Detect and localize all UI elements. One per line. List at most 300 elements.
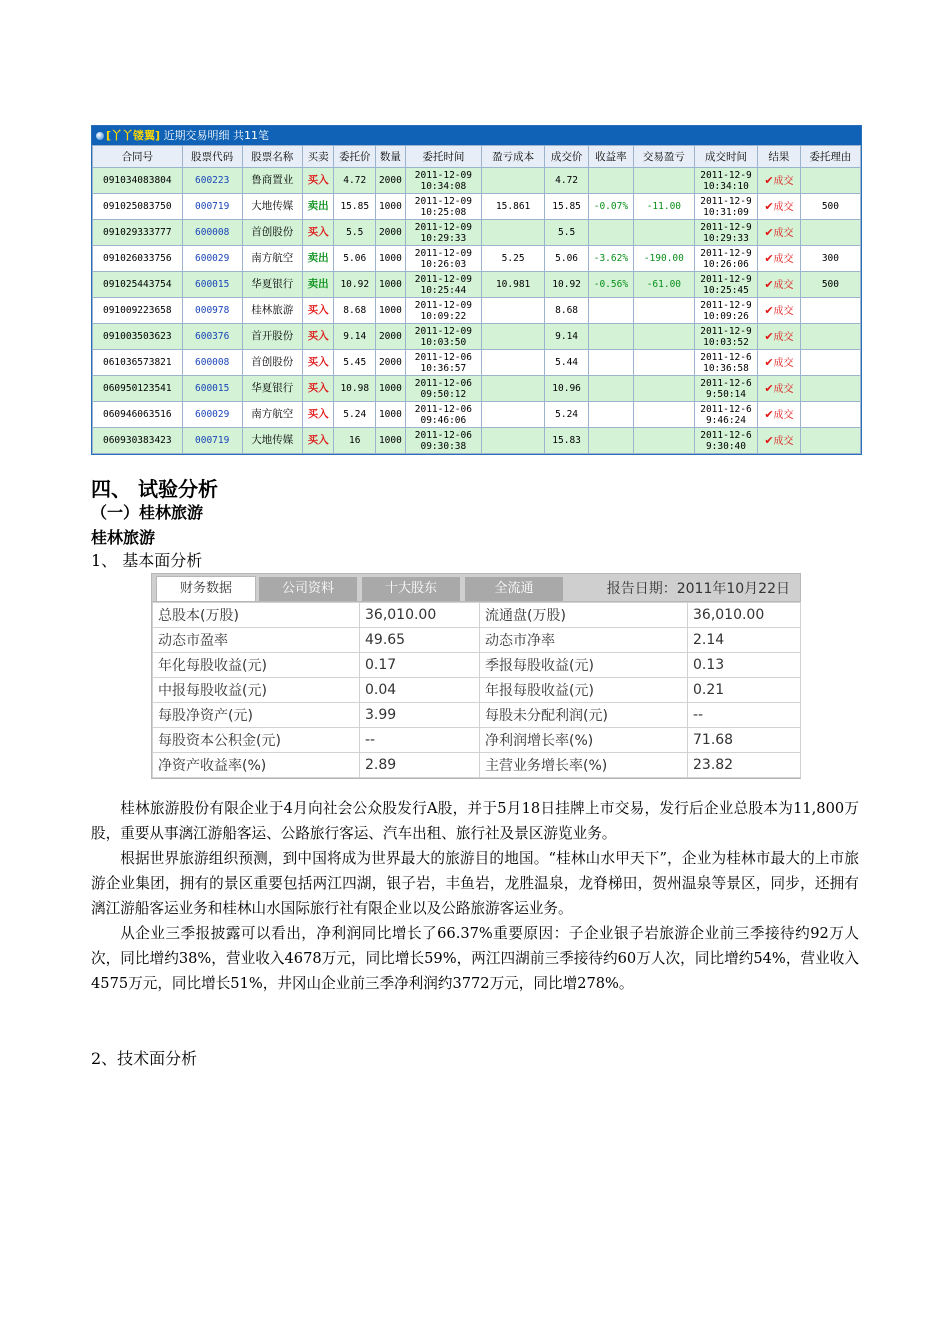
check-icon: ✔ — [764, 329, 774, 343]
order-time-part: 2011-12-06 — [414, 403, 472, 415]
metric-label: 季报每股收益(元) — [480, 653, 688, 678]
result — [758, 428, 801, 454]
column-header: 数量 — [376, 146, 406, 168]
table-row — [93, 246, 861, 272]
quantity: 2000 — [376, 220, 406, 246]
result-text: 成交 — [773, 227, 794, 239]
contract-no: 091025443754 — [93, 272, 183, 298]
trade-pnl: -11.00 — [633, 194, 694, 220]
basic-analysis-heading: 1、 基本面分析 — [91, 551, 203, 570]
technical-analysis-heading: 2、技术面分析 — [91, 1049, 198, 1068]
trade-side: 买入 — [302, 428, 334, 454]
metric-label: 动态市净率 — [480, 628, 688, 653]
column-header: 股票代码 — [182, 146, 242, 168]
metric-label: 流通盘(万股) — [480, 603, 688, 628]
result — [758, 298, 801, 324]
deal-price: 15.85 — [545, 194, 589, 220]
contract-no: 091025083750 — [93, 194, 183, 220]
result-text: 成交 — [773, 305, 794, 317]
metric-label: 每股净资产(元) — [153, 703, 360, 728]
order-time-part: 2011-12-09 — [414, 195, 472, 207]
result-text: 成交 — [773, 435, 794, 447]
deal-time — [694, 402, 757, 428]
order-time — [405, 168, 481, 194]
deal-time-part: 10:34:10 — [703, 180, 749, 192]
trade-side: 买入 — [302, 168, 334, 194]
result — [758, 246, 801, 272]
tab-financial-data[interactable]: 财务数据 — [156, 576, 256, 601]
contract-no: 060950123541 — [93, 376, 183, 402]
paragraph-q3: 从企业三季报披露可以看出，净利润同比增长了66.37%重要原因：子企业银子岩旅游企业前三季接待约92万人次，同比增约38%，营业收入4678万元，同比增长59%，两江四湖前三季接待约60万人次，同比增约54%，营业收入4575万元，同比增长51%，井冈山企业前三季净利润约3772万元，同比增278%。 — [91, 925, 859, 992]
order-time — [405, 376, 481, 402]
metric-value: 0.17 — [360, 653, 480, 678]
quantity: 1000 — [376, 194, 406, 220]
stock-code: 600015 — [182, 376, 242, 402]
deal-price: 4.72 — [545, 168, 589, 194]
order-time-part: 2011-12-06 — [414, 377, 472, 389]
result — [758, 194, 801, 220]
contract-no: 091003503623 — [93, 324, 183, 350]
metric-value: 2.89 — [360, 753, 480, 778]
deal-time-part: 2011-12-9 — [700, 299, 752, 311]
column-header: 成交价 — [545, 146, 589, 168]
check-icon: ✔ — [764, 251, 774, 265]
table-row — [93, 272, 861, 298]
deal-time-part: 2011-12-9 — [700, 195, 752, 207]
deal-time-part: 10:29:33 — [703, 232, 749, 244]
order-time — [405, 194, 481, 220]
subsection-title: 桂林旅游 — [91, 528, 156, 547]
order-time-part: 10:29:33 — [420, 232, 467, 244]
trade-table — [92, 145, 861, 454]
column-header: 交易盈亏 — [633, 146, 694, 168]
deal-time-part: 10:03:52 — [703, 336, 749, 348]
check-icon: ✔ — [764, 355, 774, 369]
metric-value: 3.99 — [360, 703, 480, 728]
trade-side: 卖出 — [302, 246, 334, 272]
order-time-part: 2011-12-09 — [414, 169, 472, 181]
order-time — [405, 350, 481, 376]
cost-basis — [482, 220, 545, 246]
tab-full-circulation[interactable]: 全流通 — [465, 577, 563, 601]
deal-time-part: 10:31:09 — [703, 206, 749, 218]
stock-name: 华夏银行 — [242, 272, 302, 298]
order-time-part: 10:36:57 — [420, 362, 467, 374]
order-time-part: 10:09:22 — [420, 310, 467, 322]
fundamentals-row — [153, 753, 801, 778]
section-heading: 四、 试验分析 — [91, 477, 218, 501]
stock-name: 首创股份 — [242, 220, 302, 246]
metric-value: 0.21 — [688, 678, 801, 703]
trade-header-row — [93, 146, 861, 168]
metric-value: 23.82 — [688, 753, 801, 778]
result-text: 成交 — [773, 175, 794, 187]
trade-side: 卖出 — [302, 194, 334, 220]
deal-time — [694, 194, 757, 220]
cost-basis — [482, 428, 545, 454]
column-header: 买卖 — [302, 146, 334, 168]
quantity: 2000 — [376, 168, 406, 194]
stock-name: 南方航空 — [242, 246, 302, 272]
order-time-part: 2011-12-06 — [414, 429, 472, 441]
stock-name: 华夏银行 — [242, 376, 302, 402]
check-icon: ✔ — [764, 381, 774, 395]
column-header: 委托理由 — [800, 146, 860, 168]
trade-pnl — [633, 324, 694, 350]
order-reason: 500 — [800, 272, 860, 298]
fundamentals-row — [153, 678, 801, 703]
metric-label: 每股未分配利润(元) — [480, 703, 688, 728]
column-header: 委托时间 — [405, 146, 481, 168]
paragraph-outlook: 根据世界旅游组织预测，到中国将成为世界最大的旅游目的地国。“桂林山水甲天下”，企业为桂林市最大的上市旅游企业集团，拥有的景区重要包括两江四湖，银子岩，丰鱼岩，龙胜温泉，龙脊梯田，贺州温泉等景区，同步，还拥有漓江游船客运业务和桂林山水国际旅行社有限企业以及公路旅游客运业务。 — [91, 850, 859, 917]
contract-no: 091029333777 — [93, 220, 183, 246]
order-time — [405, 324, 481, 350]
result-text: 成交 — [773, 331, 794, 343]
paragraph-intro: 桂林旅游股份有限企业于4月向社会公众股发行A股，并于5月18日挂牌上市交易，发行后企业总股本为11,800万股，重要从事漓江游船客运、公路旅行客运、汽车出租、旅行社及景区游览业务。 — [91, 800, 859, 842]
trade-pnl: -61.00 — [633, 272, 694, 298]
check-icon: ✔ — [764, 173, 774, 187]
order-time-part: 2011-12-09 — [414, 247, 472, 259]
quantity: 2000 — [376, 350, 406, 376]
cost-basis — [482, 298, 545, 324]
order-time — [405, 402, 481, 428]
fundamentals-row — [153, 653, 801, 678]
deal-time-part: 10:26:06 — [703, 258, 749, 270]
order-reason — [800, 350, 860, 376]
cost-basis — [482, 402, 545, 428]
result-text: 成交 — [773, 253, 794, 265]
metric-value: -- — [360, 728, 480, 753]
deal-time-part: 2011-12-6 — [700, 351, 752, 363]
trade-pnl — [633, 402, 694, 428]
globe-icon — [96, 132, 104, 140]
deal-time-part: 2011-12-9 — [700, 273, 752, 285]
trade-side: 买入 — [302, 298, 334, 324]
order-time-part: 09:30:38 — [420, 440, 467, 452]
metric-label: 净利润增长率(%) — [480, 728, 688, 753]
fundamentals-row — [153, 728, 801, 753]
stock-code: 600376 — [182, 324, 242, 350]
stock-name: 首开股份 — [242, 324, 302, 350]
column-header: 合同号 — [93, 146, 183, 168]
table-row — [93, 402, 861, 428]
deal-time-part: 2011-12-9 — [700, 247, 752, 259]
cost-basis — [482, 168, 545, 194]
stock-name: 首创股份 — [242, 350, 302, 376]
contract-no: 091034083804 — [93, 168, 183, 194]
deal-price: 8.68 — [545, 298, 589, 324]
subsection-heading: （一）桂林旅游 — [91, 503, 204, 522]
yield-rate: -3.62% — [588, 246, 633, 272]
order-price: 5.24 — [334, 402, 376, 428]
deal-time — [694, 168, 757, 194]
order-price: 4.72 — [334, 168, 376, 194]
check-icon: ✔ — [764, 277, 774, 291]
stock-code: 600008 — [182, 220, 242, 246]
check-icon: ✔ — [764, 225, 774, 239]
metric-label: 动态市盈率 — [153, 628, 360, 653]
deal-price: 10.96 — [545, 376, 589, 402]
tab-company-info[interactable]: 公司资料 — [259, 577, 357, 601]
quantity: 1000 — [376, 246, 406, 272]
metric-label: 主营业务增长率(%) — [480, 753, 688, 778]
metric-value: -- — [688, 703, 801, 728]
order-reason — [800, 428, 860, 454]
column-header: 盈亏成本 — [482, 146, 545, 168]
stock-code: 000719 — [182, 428, 242, 454]
result — [758, 168, 801, 194]
yield-rate — [588, 428, 633, 454]
metric-value: 36,010.00 — [360, 603, 480, 628]
table-row — [93, 168, 861, 194]
metric-label: 年化每股收益(元) — [153, 653, 360, 678]
order-time — [405, 272, 481, 298]
table-row — [93, 194, 861, 220]
deal-time-part: 9:30:40 — [705, 440, 746, 452]
column-header: 委托价 — [334, 146, 376, 168]
order-time-part: 2011-12-06 — [414, 351, 472, 363]
stock-code: 600029 — [182, 402, 242, 428]
metric-value: 71.68 — [688, 728, 801, 753]
quantity: 1000 — [376, 272, 406, 298]
deal-time-part: 9:50:14 — [705, 388, 746, 400]
trade-side: 买入 — [302, 220, 334, 246]
trade-side: 买入 — [302, 350, 334, 376]
deal-time-part: 10:09:26 — [703, 310, 749, 322]
order-reason: 300 — [800, 246, 860, 272]
deal-time — [694, 246, 757, 272]
stock-name: 鲁商置业 — [242, 168, 302, 194]
trade-side: 买入 — [302, 402, 334, 428]
cost-basis: 10.981 — [482, 272, 545, 298]
metric-label: 净资产收益率(%) — [153, 753, 360, 778]
order-price: 8.68 — [334, 298, 376, 324]
cost-basis — [482, 324, 545, 350]
order-time-part: 10:25:08 — [420, 206, 467, 218]
order-time — [405, 428, 481, 454]
check-icon: ✔ — [764, 199, 774, 213]
tab-top-shareholders[interactable]: 十大股东 — [362, 577, 460, 601]
trade-pnl — [633, 350, 694, 376]
deal-time — [694, 324, 757, 350]
stock-name: 大地传媒 — [242, 428, 302, 454]
deal-price: 5.06 — [545, 246, 589, 272]
contract-no: 091026033756 — [93, 246, 183, 272]
fundamentals-table — [152, 602, 801, 778]
order-time-part: 2011-12-09 — [414, 325, 472, 337]
fundamentals-row — [153, 603, 801, 628]
result-text: 成交 — [773, 409, 794, 421]
quantity: 2000 — [376, 324, 406, 350]
fundamentals-panel — [151, 573, 801, 779]
cost-basis: 15.861 — [482, 194, 545, 220]
table-row — [93, 220, 861, 246]
result — [758, 376, 801, 402]
yield-rate: -0.07% — [588, 194, 633, 220]
order-time-part: 2011-12-09 — [414, 273, 472, 285]
order-reason — [800, 402, 860, 428]
yield-rate — [588, 168, 633, 194]
trade-pnl: -190.00 — [633, 246, 694, 272]
analysis-text — [91, 796, 859, 996]
deal-time — [694, 272, 757, 298]
stock-code: 600029 — [182, 246, 242, 272]
contract-no: 061036573821 — [93, 350, 183, 376]
order-time — [405, 298, 481, 324]
cost-basis — [482, 350, 545, 376]
order-time-part: 10:34:08 — [420, 180, 467, 192]
order-price: 15.85 — [334, 194, 376, 220]
deal-price: 5.5 — [545, 220, 589, 246]
order-time — [405, 246, 481, 272]
order-price: 5.45 — [334, 350, 376, 376]
column-header: 收益率 — [588, 146, 633, 168]
metric-label: 总股本(万股) — [153, 603, 360, 628]
deal-time — [694, 350, 757, 376]
column-header: 股票名称 — [242, 146, 302, 168]
metric-value: 0.04 — [360, 678, 480, 703]
stock-code: 600223 — [182, 168, 242, 194]
stock-code: 600008 — [182, 350, 242, 376]
order-price: 16 — [334, 428, 376, 454]
fundamentals-tabs — [152, 574, 800, 602]
deal-price: 15.83 — [545, 428, 589, 454]
deal-price: 5.44 — [545, 350, 589, 376]
trade-pnl — [633, 428, 694, 454]
column-header: 结果 — [758, 146, 801, 168]
deal-price: 5.24 — [545, 402, 589, 428]
trade-panel — [91, 125, 862, 455]
fundamentals-row — [153, 703, 801, 728]
order-reason — [800, 376, 860, 402]
order-price: 5.06 — [334, 246, 376, 272]
deal-price: 9.14 — [545, 324, 589, 350]
trade-side: 卖出 — [302, 272, 334, 298]
order-time-part: 10:26:03 — [420, 258, 467, 270]
order-time — [405, 220, 481, 246]
metric-label: 中报每股收益(元) — [153, 678, 360, 703]
contract-no: 060930383423 — [93, 428, 183, 454]
table-row — [93, 298, 861, 324]
order-time-part: 2011-12-09 — [414, 221, 472, 233]
deal-time — [694, 428, 757, 454]
metric-value: 0.13 — [688, 653, 801, 678]
trade-pnl — [633, 220, 694, 246]
result-text: 成交 — [773, 357, 794, 369]
deal-time-part: 2011-12-9 — [700, 169, 752, 181]
order-reason — [800, 168, 860, 194]
quantity: 1000 — [376, 402, 406, 428]
cost-basis: 5.25 — [482, 246, 545, 272]
order-time-part: 2011-12-09 — [414, 299, 472, 311]
report-date: 报告日期：2011年10月22日 — [606, 581, 790, 597]
yield-rate — [588, 324, 633, 350]
order-reason — [800, 324, 860, 350]
table-row — [93, 324, 861, 350]
table-row — [93, 428, 861, 454]
fundamentals-row — [153, 628, 801, 653]
quantity: 1000 — [376, 298, 406, 324]
yield-rate — [588, 298, 633, 324]
stock-name: 桂林旅游 — [242, 298, 302, 324]
deal-time-part: 2011-12-9 — [700, 221, 752, 233]
order-reason: 500 — [800, 194, 860, 220]
order-price: 10.92 — [334, 272, 376, 298]
result — [758, 272, 801, 298]
deal-time-part: 9:46:24 — [705, 414, 746, 426]
order-time-part: 10:03:50 — [420, 336, 467, 348]
check-icon: ✔ — [764, 407, 774, 421]
table-row — [93, 350, 861, 376]
order-price: 10.98 — [334, 376, 376, 402]
result — [758, 324, 801, 350]
deal-time — [694, 220, 757, 246]
check-icon: ✔ — [764, 303, 774, 317]
stock-code: 600015 — [182, 272, 242, 298]
result-text: 成交 — [773, 383, 794, 395]
result-text: 成交 — [773, 201, 794, 213]
order-price: 9.14 — [334, 324, 376, 350]
metric-label: 每股资本公积金(元) — [153, 728, 360, 753]
trade-title-text: 近期交易明细 共11笔 — [163, 129, 270, 142]
trade-side: 买入 — [302, 376, 334, 402]
order-time-part: 10:25:44 — [420, 284, 467, 296]
stock-name: 大地传媒 — [242, 194, 302, 220]
deal-time-part: 10:25:45 — [703, 284, 749, 296]
deal-time-part: 2011-12-6 — [700, 403, 752, 415]
deal-time-part: 2011-12-6 — [700, 429, 752, 441]
check-icon: ✔ — [764, 433, 774, 447]
stock-code: 000719 — [182, 194, 242, 220]
result — [758, 220, 801, 246]
yield-rate — [588, 350, 633, 376]
table-row — [93, 376, 861, 402]
column-header: 成交时间 — [694, 146, 757, 168]
contract-no: 060946063516 — [93, 402, 183, 428]
yield-rate — [588, 376, 633, 402]
yield-rate: -0.56% — [588, 272, 633, 298]
cost-basis — [482, 376, 545, 402]
quantity: 1000 — [376, 428, 406, 454]
result — [758, 350, 801, 376]
trade-side: 买入 — [302, 324, 334, 350]
deal-time — [694, 376, 757, 402]
quantity: 1000 — [376, 376, 406, 402]
deal-time — [694, 298, 757, 324]
trade-brand: [丫丫镂翼] — [106, 129, 161, 142]
deal-time-part: 2011-12-9 — [700, 325, 752, 337]
trade-panel-title — [92, 126, 861, 145]
contract-no: 091009223658 — [93, 298, 183, 324]
order-reason — [800, 298, 860, 324]
metric-value: 36,010.00 — [688, 603, 801, 628]
stock-code: 000978 — [182, 298, 242, 324]
deal-time-part: 10:36:58 — [703, 362, 749, 374]
deal-price: 10.92 — [545, 272, 589, 298]
trade-pnl — [633, 298, 694, 324]
result-text: 成交 — [773, 279, 794, 291]
order-time-part: 09:46:06 — [420, 414, 467, 426]
metric-label: 年报每股收益(元) — [480, 678, 688, 703]
order-reason — [800, 220, 860, 246]
yield-rate — [588, 220, 633, 246]
stock-name: 南方航空 — [242, 402, 302, 428]
result — [758, 402, 801, 428]
deal-time-part: 2011-12-6 — [700, 377, 752, 389]
metric-value: 2.14 — [688, 628, 801, 653]
order-time-part: 09:50:12 — [420, 388, 467, 400]
metric-value: 49.65 — [360, 628, 480, 653]
